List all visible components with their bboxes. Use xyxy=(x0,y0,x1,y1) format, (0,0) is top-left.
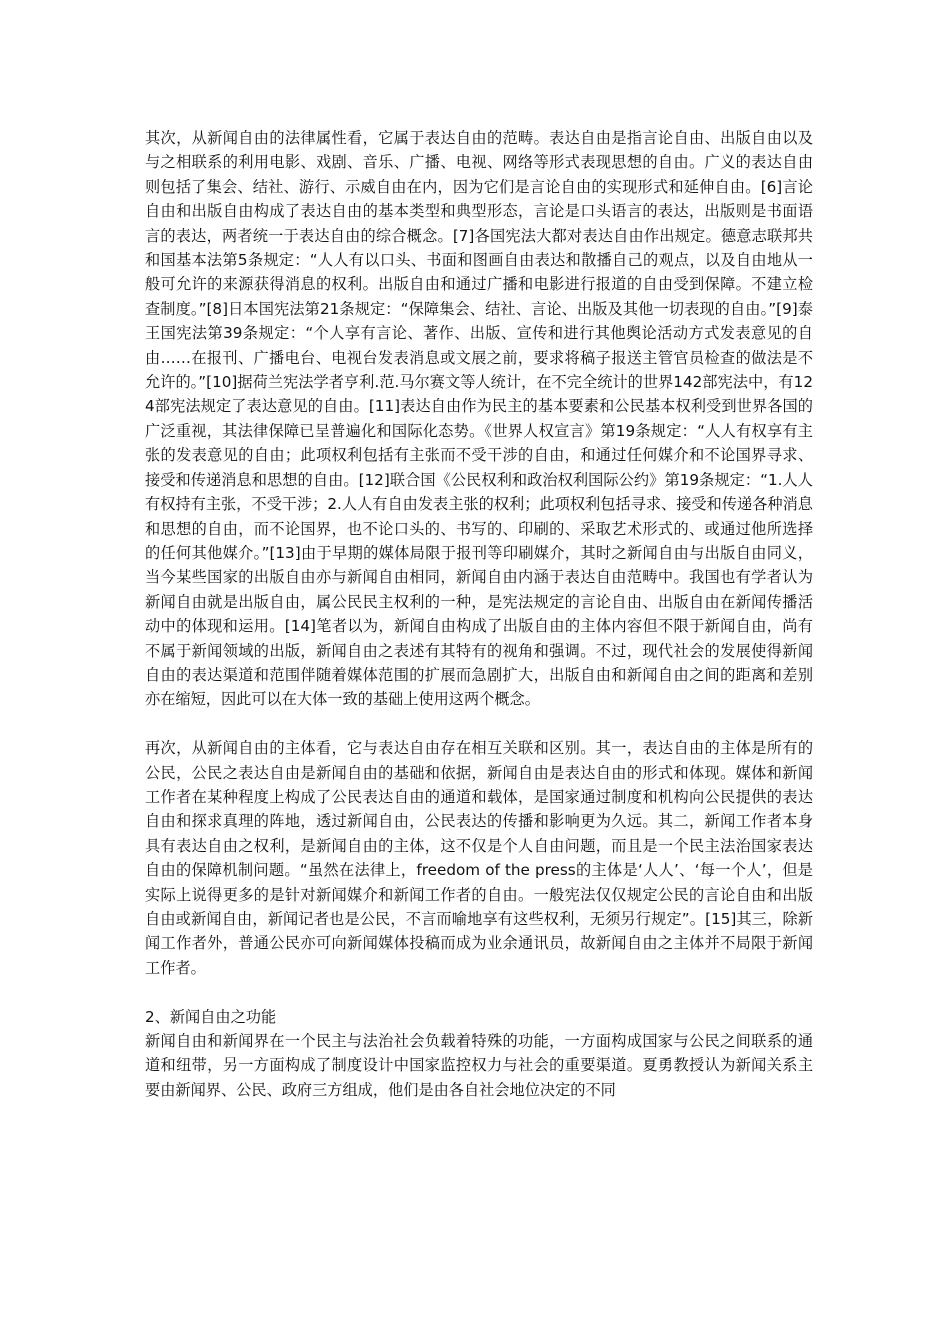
paragraph-legal-attribute: 其次，从新闻自由的法律属性看，它属于表达自由的范畴。表达自由是指言论自由、出版自由以及与之相联系的利用电影、戏剧、音乐、广播、电视、网络等形式表现思想的自由。广义的表达自由则包括了集会、结社、游行、示威自由在内，因为它们是言论自由的实现形式和延伸自由。[6]言论自由和出版自由构成了表达自由的基本类型和典型形态，言论是口头语言的表达，出版则是书面语言的表达，两者统一于表达自由的综合概念。[7]各国宪法大都对表达自由作出规定。德意志联邦共和国基本法第5条规定：“人人有以口头、书面和图画自由表达和散播自己的观点，以及自由地从一般可允许的来源获得消息的权利。出版自由和通过广播和电影进行报道的自由受到保障。不建立检查制度。”[8]日本国宪法第21条规定：“保障集会、结社、言论、出版及其他一切表现的自由。”[9]泰王国宪法第39条规定：“个人享有言论、著作、出版、宣传和进行其他舆论活动方式发表意见的自由……在报刊、广播电台、电视台发表消息或文展之前，要求将稿子报送主管官员检查的做法是不允许的。”[10]据荷兰宪法学者亨利.范.马尔赛文等人统计，在不完全统计的世界142部宪法中，有124部宪法规定了表达意见的自由。[11]表达自由作为民主的基本要素和公民基本权利受到世界各国的广泛重视，其法律保障已呈普遍化和国际化态势。《世界人权宣言》第19条规定：“人人有权享有主张的发表意见的自由；此项权利包括有主张而不受干涉的自由，和通过任何媒介和不论国界寻求、接受和传递消息和思想的自由。[12]联合国《公民权利和政治权利国际公约》第19条规定：“1.人人有权持有主张，不受干涉；2.人人有自由发表主张的权利；此项权利包括寻求、接受和传递各种消息和思想的自由，而不论国界，也不论口头的、书写的、印刷的、采取艺术形式的、或通过他所选择的任何其他媒介。”[13]由于早期的媒体局限于报刊等印刷媒介，其时之新闻自由与出版自由同义，当今某些国家的出版自由亦与新闻自由相同，新闻自由内涵于表达自由范畴中。我国也有学者认为新闻自由就是出版自由，属公民民主权利的一种，是宪法规定的言论自由、出版自由在新闻传播活动中的体现和运用。[14]笔者以为，新闻自由构成了出版自由的主体内容但不限于新闻自由，尚有不属于新闻领域的出版，新闻自由之表述有其特有的视角和强调。不过，现代社会的发展使得新闻自由的表达渠道和范围伴随着媒体范围的扩展而急剧扩大，出版自由和新闻自由之间的距离和差别亦在缩短，因此可以在大体一致的基础上使用这两个概念。 xyxy=(145,129,813,709)
section-heading-function: 2、新闻自由之功能 xyxy=(145,1007,277,1026)
paragraph-spacer xyxy=(145,712,813,736)
paragraph-spacer xyxy=(145,980,813,1004)
document-page xyxy=(145,126,813,1102)
paragraph-function: 新闻自由和新闻界在一个民主与法治社会负载着特殊的功能，一方面构成国家与公民之间联系的通道和纽带，另一方面构成了制度设计中国家监控权力与社会的重要渠道。夏勇教授认为新闻关系主要由新闻界、公民、政府三方组成，他们是由各自社会地位决定的不同 xyxy=(145,1032,813,1099)
paragraph-subject: 再次，从新闻自由的主体看，它与表达自由存在相互关联和区别。其一，表达自由的主体是所有的公民，公民之表达自由是新闻自由的基础和依据，新闻自由是表达自由的形式和体现。媒体和新闻工作者在某种程度上构成了公民表达自由的通道和载体，是国家通过制度和机构向公民提供的表达自由和探求真理的阵地，透过新闻自由，公民表达的传播和影响更为久远。其二，新闻工作者本身具有表达自由之权利，是新闻自由的主体，这不仅是个人自由问题，而且是一个民主法治国家表达自由的保障机制问题。“虽然在法律上，freedom of the press的主体是‘人人’、‘每一个人’，但是实际上说得更多的是针对新闻媒介和新闻工作者的自由。一般宪法仅仅规定公民的言论自由和出版自由或新闻自由，新闻记者也是公民，不言而喻地享有这些权利，无须另行规定”。[15]其三，除新闻工作者外，普通公民亦可向新闻媒体投稿而成为业余通讯员，故新闻自由之主体并不局限于新闻工作者。 xyxy=(145,739,813,977)
